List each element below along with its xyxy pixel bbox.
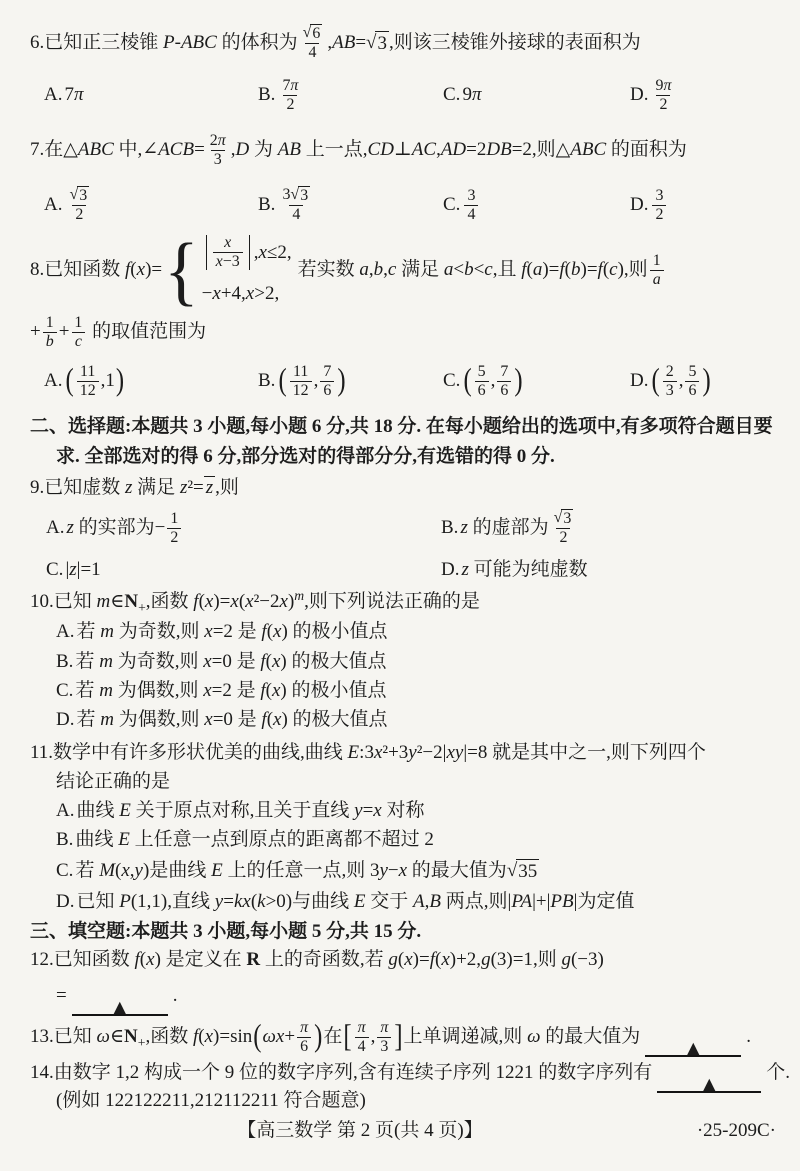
option-value: 3 √ 3 4 (282, 186, 309, 223)
question-11-stem-line2: 结论正确的是 (56, 771, 171, 793)
option-value: 若 m 为奇数,则 x =0 是 f(x) 的极大值点 (75, 650, 387, 672)
option-label: D. (630, 194, 649, 216)
question-11-stem-line1: 11.数学中有许多形状优美的曲线,曲线 E : 3x²+3y²−2|xy|=8 就是其中之一,则下列四个 (30, 742, 706, 764)
q8-option-a (44, 363, 258, 400)
q11-option-b (30, 826, 434, 853)
question-9-stem: 9.已知虚数 z 满足 z²= z ,则 (30, 477, 239, 499)
footer-page-label: 【高三数学 第 2 页(共 4 页)】 (237, 1120, 483, 1141)
question-12-answer-line: = ▲ . (56, 985, 178, 1017)
option-value: 7π (64, 84, 84, 106)
option-label: A. (44, 370, 63, 392)
option-label: A. (44, 84, 63, 106)
q7-option-d (630, 187, 774, 224)
question-7-stem: 7.在△ ABC 中,∠ ACB = $\frac{2\pi}{3}$ , D 为 AB 上一点, CD ⊥ AC , AD =2 DB =2,则△ ABC 的面积为 (30, 131, 687, 168)
option-value: $\frac{3}{2}$ (650, 187, 668, 224)
question-12-line1: 12.已知函数 f(x) 是定义在 R 上的奇函数,若 g(x)=f(x)+2,g(3)=1 ,则 g(−3) (30, 949, 604, 971)
option-value: $\frac{9\pi}{2}$ (655, 76, 672, 113)
option-value: 已知 P(1,1) ,直线 y=kx(k>0) 与曲线 E 交于 A,B 两点,则 |PA|+|PB| 为定值 (76, 890, 635, 912)
option-value: 若 m 为偶数,则 x =0 是 f(x) 的极大值点 (76, 708, 388, 730)
option-label: D. (630, 84, 649, 106)
question-8-stem: 8.已知函数 f(x)= { $\frac{x}{x-3}$ ,x≤2, −x+4,x>2, 若实数 a,b,c 满足 a<b<c ,且 f(a)=f(b)=f(c) ,则 $\frac{1}{a}$ (30, 226, 666, 314)
option-value: $\frac{7\pi}{2}$ (282, 76, 299, 113)
q6-option-d (630, 77, 774, 114)
question-10-stem: 10.已知 m ∈ N + ,函数 f(x)=x(x²−2x) m ,则下列说法正确的是 (30, 588, 480, 616)
option-value: 9π (462, 84, 482, 106)
q8-option-c (443, 363, 630, 400)
option-label: B. (258, 370, 276, 392)
q7-option-a (44, 186, 258, 224)
option-label: D. (56, 708, 75, 730)
question-8-options (44, 356, 774, 406)
section-3-header: 三、填空题:本题共 3 小题,每小题 5 分,共 15 分. (30, 921, 422, 943)
option-label: D. (441, 559, 460, 581)
q9-option-b (441, 509, 774, 547)
question-6-options (44, 70, 774, 120)
q8-option-b (258, 363, 443, 400)
footer-paper-code: ·25-209C· (696, 1120, 776, 1141)
option-value: √ 3 2 (69, 186, 88, 223)
q7-option-b (258, 186, 443, 224)
option-label: A. (56, 620, 75, 642)
question-14-line1: 14.由数字 1,2 构成一个 9 位的数字序列,含有连续子序列 1221 的数字序列有 ▲ 个. (30, 1062, 791, 1094)
page-footer (0, 1119, 800, 1143)
section-2-header-line2: 求. 全部选对的得 6 分,部分选对的得部分分,有选错的得 0 分. (56, 446, 555, 468)
q9-option-c (46, 558, 441, 582)
answer-triangle-icon: ▲ (113, 997, 126, 1017)
option-label: A. (44, 194, 63, 216)
option-label: C. (46, 559, 64, 581)
option-value: $\frac{3}{4}$ (462, 187, 480, 224)
question-8-continuation: + $\frac{1}{b}$ + $\frac{1}{c}$ 的取值范围为 (30, 313, 207, 350)
option-label: B. (56, 828, 74, 850)
option-label: B. (441, 517, 459, 539)
q6-option-b (258, 77, 443, 114)
question-9-options-row1 (46, 502, 774, 554)
q10-option-c (30, 677, 387, 704)
q10-option-a (30, 618, 388, 645)
question-6-stem: 6.已知正三棱锥 P-ABC 的体积为 √ 6 4 , AB = √ 3 ,则该三棱锥外接球的表面积为 (30, 24, 641, 61)
q9-option-d (441, 558, 774, 582)
option-label: C. (443, 194, 461, 216)
q11-option-d (30, 888, 634, 915)
option-value: z 可能为纯虚数 (461, 559, 588, 581)
option-label: C. (443, 84, 461, 106)
option-value: ( $\frac{2}{3}$ , $\frac{5}{6}$ ) (651, 362, 711, 399)
option-value: ( $\frac{11}{12}$ ,1 ) (65, 362, 125, 399)
option-value: 曲线 E 关于原点对称,且关于直线 y=x 对称 (76, 799, 425, 821)
option-label: C. (56, 860, 74, 882)
q10-option-d (30, 706, 388, 733)
q7-option-c (443, 187, 630, 224)
section-2-header-line1: 二、选择题:本题共 3 小题,每小题 6 分,共 18 分. 在每小题给出的选项中,有多项符合题目要 (30, 416, 773, 438)
q11-option-a (30, 797, 424, 824)
answer-triangle-icon: ▲ (703, 1074, 716, 1094)
q11-option-c (30, 853, 539, 889)
option-label: A. (56, 799, 75, 821)
question-14-note: (例如 122122211,212112211 符合题意) (56, 1090, 366, 1112)
question-7-options (44, 178, 774, 232)
option-value: |z|=1 (65, 559, 101, 581)
option-value: 曲线 E 上任意一点到原点的距离都不超过 2 (75, 828, 434, 850)
option-label: C. (56, 679, 74, 701)
question-9-options-row2 (46, 556, 774, 584)
option-label: B. (258, 84, 276, 106)
option-value: ( $\frac{5}{6}$ , $\frac{7}{6}$ ) (463, 362, 523, 399)
option-label: B. (56, 650, 74, 672)
question-13-line: 13.已知 ω ∈ N + ,函数 f(x)= sin ( ωx + $\frac{\pi}{6}$ ) 在 [ $\frac{\pi}{4}$ , $\frac{\pi}{3}$ ] 上单调递减,则 ω 的最大值为 ▲ . (30, 1018, 751, 1058)
option-value: z 的实部为− $\frac{1}{2}$ (66, 510, 183, 547)
q10-option-b (30, 648, 387, 675)
answer-triangle-icon: ▲ (687, 1038, 700, 1058)
option-value: z 的虚部为 √ 3 2 (460, 509, 572, 546)
option-label: B. (258, 194, 276, 216)
option-value: ( $\frac{11}{12}$ , $\frac{7}{6}$ ) (278, 362, 346, 399)
q6-option-c (443, 83, 630, 107)
option-label: C. (443, 370, 461, 392)
q6-option-a (44, 83, 258, 107)
option-label: D. (630, 370, 649, 392)
option-value: 若 m 为偶数,则 x =2 是 f(x) 的极小值点 (75, 679, 387, 701)
option-label: D. (56, 890, 75, 912)
option-value: 若 m 为奇数,则 x =2 是 f(x) 的极小值点 (76, 620, 388, 642)
q9-option-a (46, 510, 441, 547)
q8-option-d (630, 363, 774, 400)
option-label: A. (46, 517, 65, 539)
option-value: 若 M(x,y) 是曲线 E 上的任意一点,则 3y−x 的最大值为 √ 35 (75, 859, 538, 882)
